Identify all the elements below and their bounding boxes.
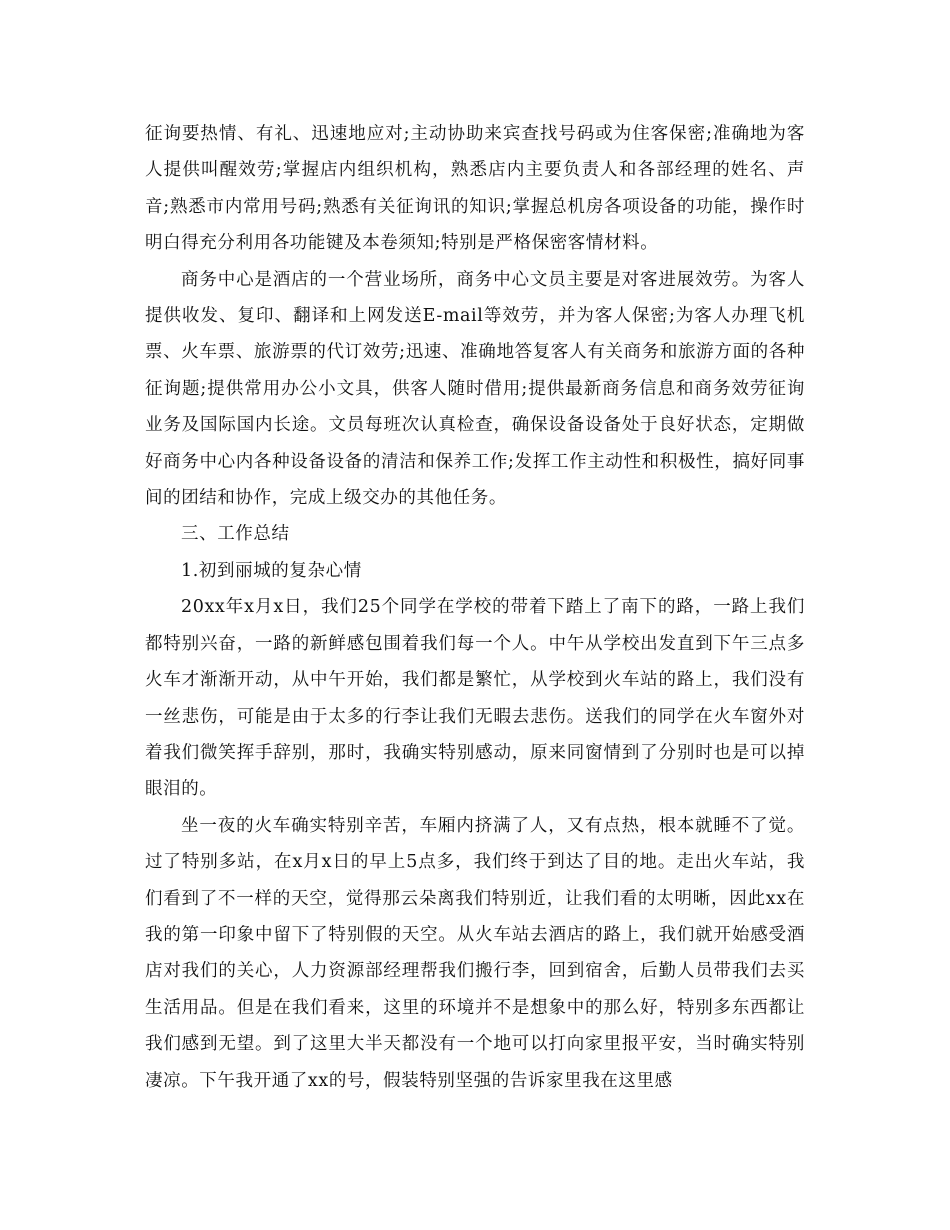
paragraph-business-center: 商务中心是酒店的一个营业场所，商务中心文员主要是对客进展效劳。为客人提供收发、复印、翻译和上网发送E-mail等效劳，并为客人保密;为客人办理飞机票、火车票、旅游票的代订效劳;迅速、准确地答复客人有关商务和旅游方面的各种征询题;提供常用办公小文具，供客人随时借用;提供最新商务信息和商务效劳征询业务及国际国内长途。文员每班次认真检查，确保设备设备处于良好状态，定期做好商务中心内各种设备设备的清洁和保养工作;发挥工作主动性和积极性，搞好同事间的团结和协作，完成上级交办的其他任务。 bbox=[145, 269, 805, 509]
subsection-heading-first-arrival: 1.初到丽城的复杂心情 bbox=[181, 560, 362, 581]
paragraph-departure: 20xx年x月x日，我们25个同学在学校的带着下踏上了南下的路，一路上我们都特别兴奋，一路的新鲜感包围着我们每一个人。中午从学校出发直到下午三点多火车才渐渐开动，从中午开始，我们都是繁忙，从学校到火车站的路上，我们没有一丝悲伤，可能是由于太多的行李让我们无暇去悲伤。送我们的同学在火车窗外对着我们微笑挥手辞别，那时，我确实特别感动，原来同窗情到了分别时也是可以掉眼泪的。 bbox=[145, 597, 805, 800]
paragraph-telephone-duties: 征询要热情、有礼、迅速地应对;主动协助来宾查找号码或为住客保密;准确地为客人提供叫醒效劳;掌握店内组织机构，熟悉店内主要负责人和各部经理的姓名、声音;熟悉市内常用号码;熟悉有关征询讯的知识;掌握总机房各项设备的功能，操作时明白得充分利用各功能键及本卷须知;特别是严格保密客情材料。 bbox=[145, 124, 805, 254]
document-body bbox=[145, 116, 805, 1099]
paragraph-train-journey: 坐一夜的火车确实特别辛苦，车厢内挤满了人，又有点热，根本就睡不了觉。过了特别多站，在x月x日的早上5点多，我们终于到达了目的地。走出火车站，我们看到了不一样的天空，觉得那云朵离我们特别近，让我们看的太明晰，因此xx在我的第一印象中留下了特别假的天空。从火车站去酒店的路上，我们就开始感受酒店对我们的关心，人力资源部经理帮我们搬行李，回到宿舍，后勤人员带我们去买生活用品。但是在我们看来，这里的环境并不是想象中的那么好，特别多东西都让我们感到无望。到了这里大半天都没有一个地可以打向家里报平安，当时确实特别凄凉。下午我开通了xx的号，假装特别坚强的告诉家里我在这里感 bbox=[145, 815, 805, 1091]
section-heading-work-summary: 三、工作总结 bbox=[181, 524, 290, 545]
